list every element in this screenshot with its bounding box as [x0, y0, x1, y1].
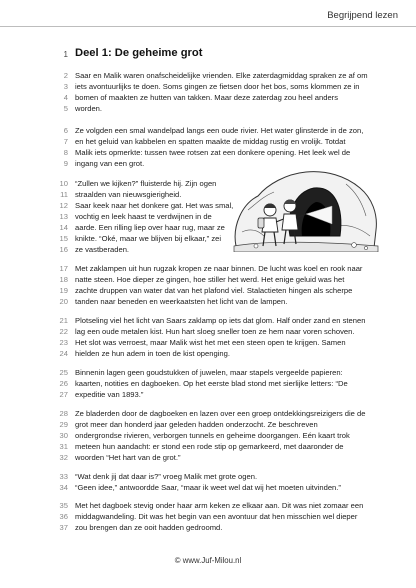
line-text: Plotseling viel het licht van Saars zaklamp op iets dat glom. Half onder zand en stenen: [75, 316, 366, 325]
line-number: 33: [59, 472, 68, 481]
line-text: tanden naar beneden en weerkaatsten het licht van de lampen.: [75, 297, 288, 306]
line-number: 4: [63, 93, 68, 102]
line-text: “Zullen we kijken?” fluisterde hij. Zijn ogen: [75, 179, 217, 188]
line-number: 8: [63, 148, 68, 157]
line-number: 10: [59, 179, 68, 188]
line-number: 32: [59, 453, 68, 462]
footer-credit: © www.Juf-Milou.nl: [174, 556, 242, 565]
line-text: Ze bladerden door de dagboeken en lazen over een groep ontdekkingsreizigers die de: [75, 409, 366, 418]
text-line: [0, 92, 416, 103]
line-number: 29: [59, 420, 68, 429]
line-number: 35: [59, 501, 68, 510]
text-line: [0, 452, 416, 463]
text-line: [0, 389, 416, 400]
line-text: Met zaklampen uit hun rugzak kropen ze naar binnen. De lucht was koel en rook naar: [75, 264, 363, 273]
text-line: [0, 482, 416, 493]
text-line: [0, 348, 416, 359]
line-number: 6: [63, 126, 68, 135]
line-text: Ze volgden een smal wandelpad langs een oude rivier. Het water glinsterde in de zon,: [75, 126, 364, 135]
line-number: 37: [59, 523, 68, 532]
text-line: [0, 378, 416, 389]
line-text: Malik iets opmerkte: tussen twee rotsen zat een donkere opening. Het leek wel de: [75, 148, 351, 157]
line-number: 16: [59, 245, 68, 254]
title-row: [0, 47, 416, 61]
line-text: Het slot was verroest, maar Malik wist het met een steen open te krijgen. Samen: [75, 338, 346, 347]
line-number: 36: [59, 512, 68, 521]
line-text: straalden van nieuwsgierigheid.: [75, 190, 182, 199]
line-number: 7: [63, 137, 68, 146]
text-line: [0, 430, 416, 441]
line-number: 2: [63, 71, 68, 80]
line-text: knikte. “Oké, maar we blijven bij elkaar,” zei: [75, 234, 222, 243]
line-number: 13: [59, 212, 68, 221]
line-number: 27: [59, 390, 68, 399]
line-number: 15: [59, 234, 68, 243]
line-number: 12: [59, 201, 68, 210]
line-text: hielden ze hun adem in toen de kist openging.: [75, 349, 230, 358]
line-number: 34: [59, 483, 68, 492]
line-number: 26: [59, 379, 68, 388]
text-line: [0, 419, 416, 430]
line-text: “Geen idee,” antwoordde Saar, “maar ik weet wel dat wij het moeten uitvinden.”: [75, 483, 341, 492]
text-line: [0, 326, 416, 337]
line-text: aarde. Een rilling liep over haar rug, maar ze: [75, 223, 225, 232]
line-number: 18: [59, 275, 68, 284]
line-number: 31: [59, 442, 68, 451]
text-line: [0, 500, 416, 511]
text-line: [0, 296, 416, 307]
line-number: 25: [59, 368, 68, 377]
header-divider: [0, 26, 416, 27]
line-number: 21: [59, 316, 68, 325]
text-line: [0, 408, 416, 419]
story-title: Deel 1: De geheime grot: [75, 47, 203, 59]
line-text: natte steen. Hoe dieper ze gingen, hoe stiller het werd. Het enige geluid was het: [75, 275, 345, 284]
line-text: ingang van een grot.: [75, 159, 145, 168]
line-number: 30: [59, 431, 68, 440]
text-line: [0, 136, 416, 147]
text-line: [0, 274, 416, 285]
text-line: [0, 337, 416, 348]
line-text: “Wat denk jij dat daar is?” vroeg Malik met grote ogen.: [75, 472, 258, 481]
line-text: expeditie van 1893.”: [75, 390, 144, 399]
text-line: [0, 285, 416, 296]
line-number: 3: [63, 82, 68, 91]
line-number: 24: [59, 349, 68, 358]
line-text: middagwandeling. Dit was het begin van een avontuur dat hen misschien wel dieper: [75, 512, 358, 521]
line-text: worden.: [75, 104, 103, 113]
line-text: Met het dagboek stevig onder haar arm keken ze elkaar aan. Dit was niet zomaar een: [75, 501, 364, 510]
line-text: iets avontuurlijks te doen. Soms gingen ze fietsen door het bos, soms klommen ze in: [75, 82, 360, 91]
line-text: kaarten, notities en dagboeken. Op het eerste blad stond met sierlijke letters: “De: [75, 379, 348, 388]
text-line: [0, 441, 416, 452]
line-text: vochtig en leek haast te verdwijnen in de: [75, 212, 212, 221]
line-text: zou brengen dan ze ooit hadden gedroomd.: [75, 523, 223, 532]
line-number: 19: [59, 286, 68, 295]
line-text: Saar en Malik waren onafscheidelijke vrienden. Elke zaterdagmiddag spraken ze af om: [75, 71, 368, 80]
line-number: 1: [63, 50, 68, 59]
line-number: 20: [59, 297, 68, 306]
text-line: [0, 125, 416, 136]
line-number: 5: [63, 104, 68, 113]
line-text: en het geluid van kabbelen en spatten maakte de middag rustig en vrolijk. Totdat: [75, 137, 346, 146]
line-number: 22: [59, 327, 68, 336]
line-text: Binnenin lagen geen goudstukken of juwelen, maar stapels vergeelde papieren:: [75, 368, 343, 377]
text-line: [0, 81, 416, 92]
subject-label: Begrijpend lezen: [327, 10, 398, 21]
line-text: woorden “Het hart van de grot.”: [75, 453, 181, 462]
text-line: [0, 471, 416, 482]
line-number: 17: [59, 264, 68, 273]
line-text: ze vastberaden.: [75, 245, 130, 254]
text-line: [0, 522, 416, 533]
line-text: grot meer dan honderd jaar geleden hadden onderzocht. Ze beschreven: [75, 420, 318, 429]
text-line: [0, 147, 416, 158]
line-text: zachte druppen van water dat van het plafond viel. Stalactieten hingen als scherpe: [75, 286, 353, 295]
line-number: 11: [60, 190, 68, 199]
line-number: 23: [59, 338, 68, 347]
line-text: Saar keek naar het donkere gat. Het was smal,: [75, 201, 234, 210]
line-text: ondergrondse rivieren, verborgen tunnels en geheime doorgangen. Eén kaart trok: [75, 431, 350, 440]
line-text: bomen of maakten ze hutten van takken. Maar deze zaterdag zou heel anders: [75, 93, 338, 102]
line-text: meteen hun aandacht: er stond een rode stip op gemarkeerd, met daaronder de: [75, 442, 344, 451]
line-number: 14: [59, 223, 68, 232]
text-line: [0, 511, 416, 522]
text-line: [0, 315, 416, 326]
text-line: [0, 103, 416, 114]
line-number: 28: [59, 409, 68, 418]
cave-illustration: [228, 166, 380, 252]
text-line: [0, 367, 416, 378]
text-line: [0, 263, 416, 274]
line-number: 9: [63, 159, 68, 168]
text-line: [0, 70, 416, 81]
line-text: lag een oude metalen kist. Hun hart sloeg sneller toen ze hem naar voren schoven.: [75, 327, 355, 336]
